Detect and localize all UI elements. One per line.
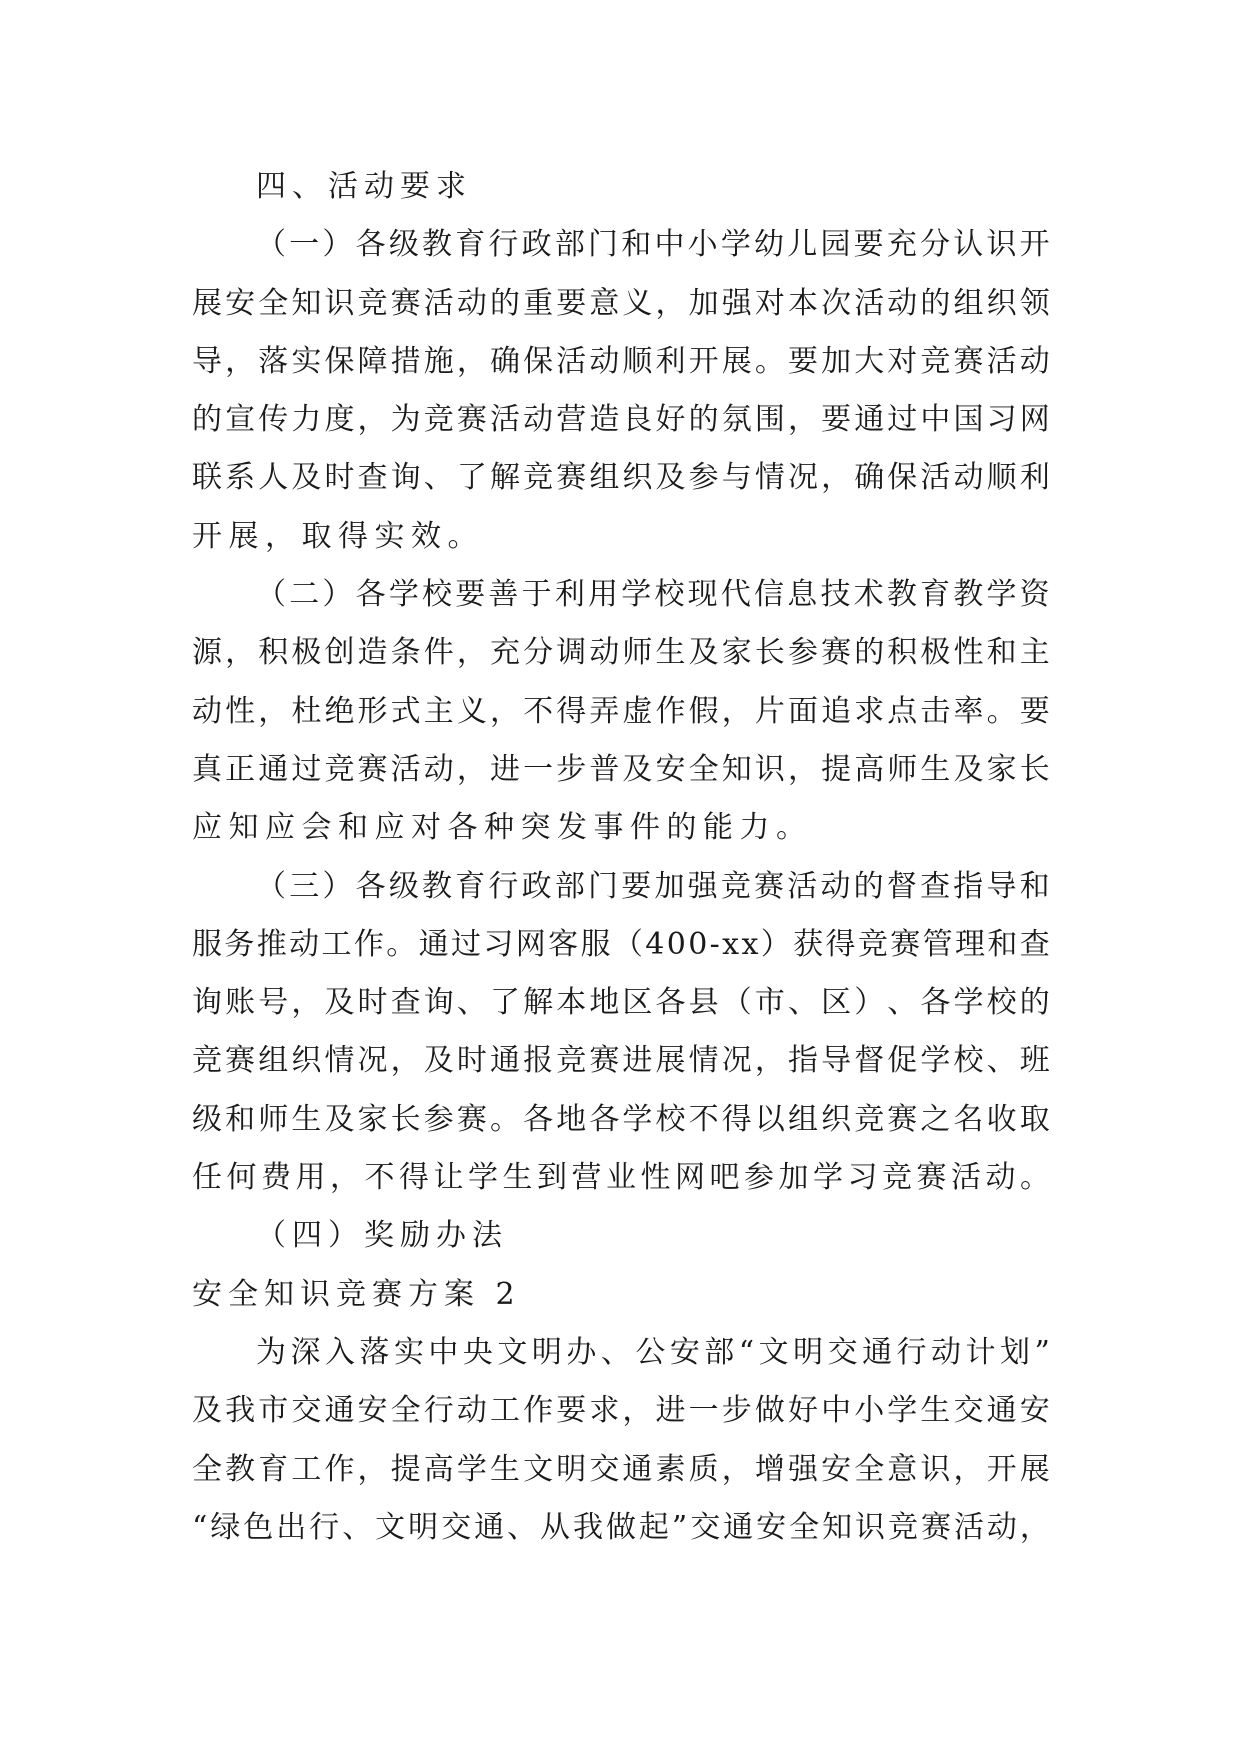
paragraph-line: （ 三 ） 各 级 教 育 行 政 部 门 要 加 强 竞 赛 活 动 的 督 查 指 导 和 bbox=[256, 868, 1050, 904]
section-heading: （四）奖励办法 bbox=[256, 1218, 508, 1254]
paragraph-line: 导 ， 落 实 保 障 措 施 ， 确 保 活 动 顺 利 开 展 。 要 加 大 对 竞 赛 活 动 bbox=[192, 343, 1050, 379]
paragraph-line: 真 正 通 过 竞 赛 活 动 ， 进 一 步 普 及 安 全 知 识 ， 提 高 师 生 及 家 长 bbox=[192, 751, 1050, 787]
paragraph-line: “ 绿 色 出 行 、 文 明 交 通 、 从 我 做 起 ” 交 通 安 全 知 识 竞 赛 活 动 ， bbox=[192, 1509, 1050, 1545]
paragraph-line: （ 一 ） 各 级 教 育 行 政 部 门 和 中 小 学 幼 儿 园 要 充 分 认 识 开 bbox=[256, 227, 1050, 263]
paragraph-line: 联 系 人 及 时 查 询 、 了 解 竞 赛 组 织 及 参 与 情 况 ， 确 保 活 动 顺 利 bbox=[192, 460, 1050, 496]
paragraph-line: 级 和 师 生 及 家 长 参 赛 。 各 地 各 学 校 不 得 以 组 织 竞 赛 之 名 收 取 bbox=[192, 1101, 1050, 1137]
paragraph-line: 竞 赛 组 织 情 况 ， 及 时 通 报 竞 赛 进 展 情 况 ， 指 导 督 促 学 校 、 班 bbox=[192, 1043, 1050, 1079]
section-heading: 四、活动要求 bbox=[256, 169, 472, 204]
paragraph-line: 任 何 费 用 ， 不 得 让 学 生 到 营 业 性 网 吧 参 加 学 习 竞 赛 活 动 。 bbox=[192, 1160, 1050, 1196]
paragraph-line: 及 我 市 交 通 安 全 行 动 工 作 要 求 ， 进 一 步 做 好 中 小 学 生 交 通 安 bbox=[192, 1393, 1050, 1429]
paragraph-line: 为 深 入 落 实 中 央 文 明 办 、 公 安 部 “ 文 明 交 通 行 动 计 划 ” bbox=[256, 1334, 1050, 1370]
document-body bbox=[192, 158, 1050, 1557]
paragraph-line: 全 教 育 工 作 ， 提 高 学 生 文 明 交 通 素 质 ， 增 强 安 全 意 识 ， 开 展 bbox=[192, 1451, 1050, 1487]
paragraph-line: 服 务 推 动 工 作 。 通 过 习 网 客 服 （ 4 0 0 - x x ） 获 得 竞 赛 管 理 和 查 bbox=[192, 926, 1050, 962]
paragraph-line: （ 二 ） 各 学 校 要 善 于 利 用 学 校 现 代 信 息 技 术 教 育 教 学 资 bbox=[256, 577, 1050, 613]
paragraph-line: 的 宣 传 力 度 ， 为 竞 赛 活 动 营 造 良 好 的 氛 围 ， 要 通 过 中 国 习 网 bbox=[192, 402, 1050, 438]
section-heading: 安全知识竞赛方案 2 bbox=[192, 1276, 521, 1312]
paragraph-line: 源 ， 积 极 创 造 条 件 ， 充 分 调 动 师 生 及 家 长 参 赛 的 积 极 性 和 主 bbox=[192, 635, 1050, 671]
paragraph-line: 开展，取得实效。 bbox=[192, 518, 484, 554]
paragraph-line: 询 账 号 ， 及 时 查 询 、 了 解 本 地 区 各 县 （ 市 、 区 ） 、 各 学 校 的 bbox=[192, 985, 1050, 1021]
paragraph-line: 动 性 ， 杜 绝 形 式 主 义 ， 不 得 弄 虚 作 假 ， 片 面 追 求 点 击 率 。 要 bbox=[192, 693, 1050, 729]
paragraph-line: 应知应会和应对各种突发事件的能力。 bbox=[192, 810, 813, 846]
paragraph-line: 展 安 全 知 识 竞 赛 活 动 的 重 要 意 义 ， 加 强 对 本 次 活 动 的 组 织 领 bbox=[192, 285, 1050, 321]
